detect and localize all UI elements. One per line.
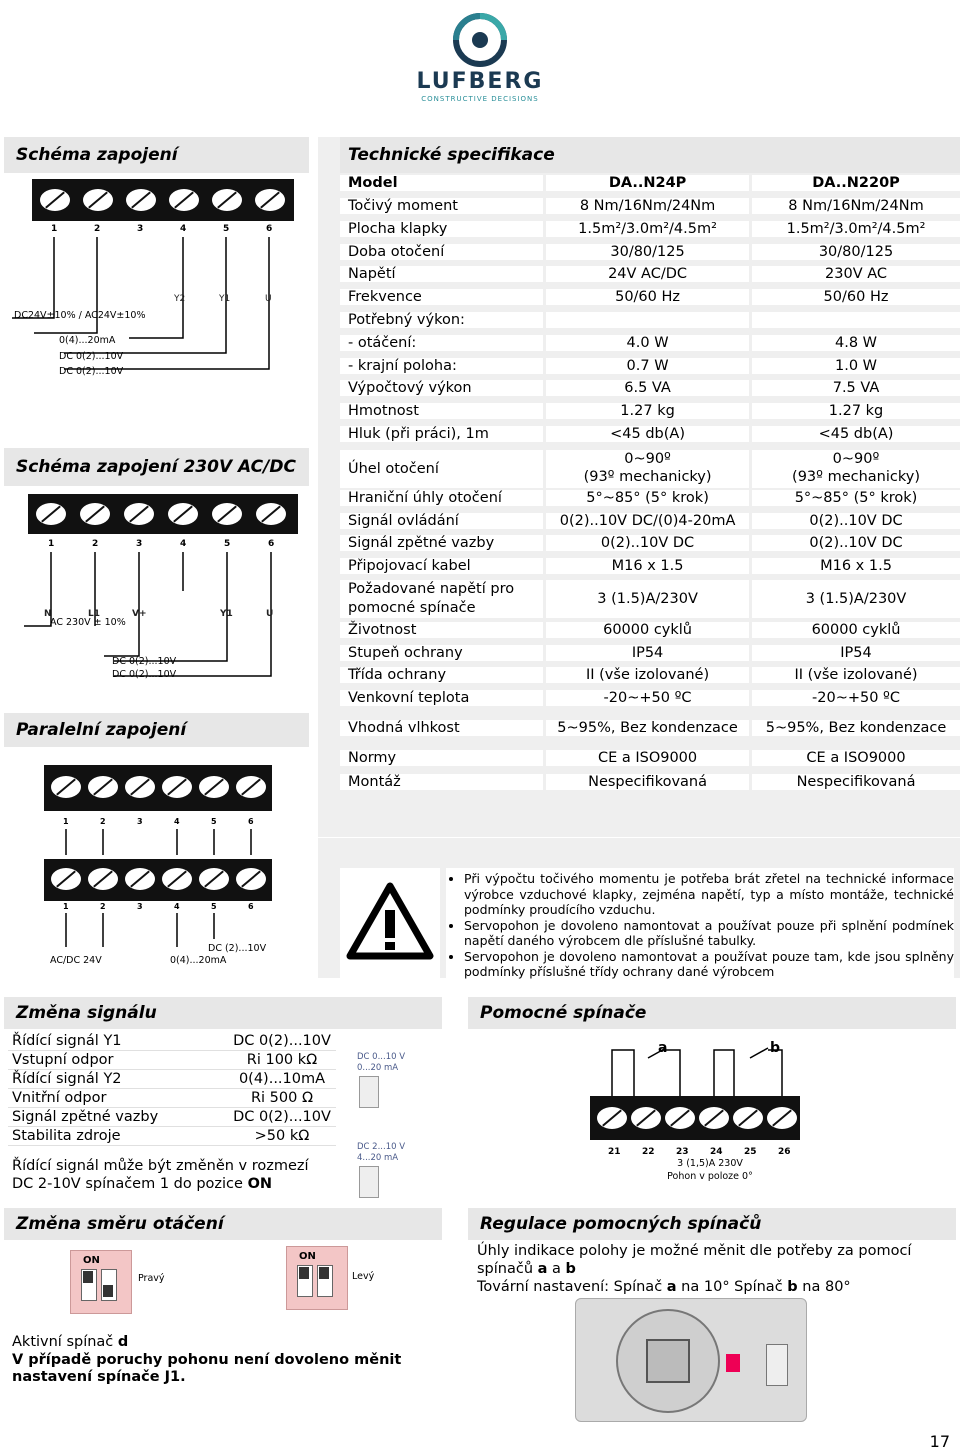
spec-row <box>340 312 960 328</box>
regulation-title: Regulace pomocných spínačů <box>468 1208 956 1240</box>
spec-cell-value <box>752 450 960 488</box>
spec-cell-value: 0(2)..10V DC <box>752 535 960 551</box>
spec-cell-value: 5~95%, Bez kondenzace <box>546 720 749 736</box>
spec-cell-value: 1.27 kg <box>752 403 960 419</box>
spec-cell-value: 0(2)..10V DC/(0)4-20mA <box>546 513 749 529</box>
svg-text:4: 4 <box>174 902 180 911</box>
spec-cell-value: 1.0 W <box>752 358 960 374</box>
spec-row <box>340 690 960 706</box>
dip-d-icon <box>726 1354 740 1372</box>
dip-on-label: ON <box>299 1251 316 1262</box>
aux-label-b: b <box>770 1040 781 1056</box>
reg-text: a <box>547 1261 566 1277</box>
spec-cell-value <box>546 450 749 488</box>
signal-label: Signál zpětné vazby <box>8 1108 228 1127</box>
svg-text:6: 6 <box>248 902 254 911</box>
spec-cell-label: Normy <box>340 750 543 766</box>
spec-row-humidity <box>340 720 960 736</box>
spec-cell-label: Točivý moment <box>340 198 543 214</box>
svg-text:2: 2 <box>92 539 99 549</box>
spec-cell-value: 8 Nm/16Nm/24Nm <box>546 198 749 214</box>
parallel-title: Paralelní zapojení <box>4 713 309 747</box>
angle-v1b: (93º mechanicky) <box>583 469 712 485</box>
regulation-text <box>477 1242 947 1296</box>
spec-cell-label: Napětí <box>340 266 543 282</box>
spec-row <box>340 667 960 683</box>
signal-note <box>12 1157 332 1193</box>
svg-text:4: 4 <box>180 224 187 234</box>
spec-cell-value: -20~+50 ºC <box>546 690 749 706</box>
spec-row-angle <box>340 450 960 488</box>
spec-row <box>340 490 960 506</box>
spec-row <box>340 403 960 419</box>
svg-text:5: 5 <box>211 902 217 911</box>
aux-label-a: a <box>658 1040 668 1056</box>
spec-header-model: Model <box>340 175 543 191</box>
rotation-note-1b: d <box>117 1334 129 1350</box>
spec-cell-value: M16 x 1.5 <box>752 558 960 574</box>
svg-text:1: 1 <box>48 539 55 549</box>
logo-text: LUFBERG <box>416 69 544 94</box>
spec-header-n24p: DA..N24P <box>546 175 749 191</box>
spec-cell-label: Vhodná vlhkost <box>340 720 543 736</box>
spec-row <box>340 513 960 529</box>
spec-cell-label: Hluk (při práci), 1m <box>340 426 543 442</box>
aux-switch-diagram <box>470 1030 956 1208</box>
angle-v2a: 0~90º <box>832 451 880 467</box>
dip-switch-icon <box>359 1166 379 1198</box>
spec-cell-label: - krajní poloha: <box>340 358 543 374</box>
spec-cell-value: 230V AC <box>752 266 960 282</box>
svg-text:1: 1 <box>63 902 69 911</box>
jumper-icon <box>766 1344 788 1386</box>
spec-cell-label: Signál zpětné vazby <box>340 535 543 551</box>
svg-text:2: 2 <box>94 224 101 234</box>
schema-title: Schéma zapojení <box>4 137 309 173</box>
spec-cell-value: IP54 <box>546 645 749 661</box>
signal-table <box>8 1032 336 1146</box>
spec-row <box>340 221 960 237</box>
spec-row <box>340 558 960 574</box>
spec-row-mount <box>340 774 960 790</box>
signal-note-on: ON <box>247 1176 273 1192</box>
warning-triangle-icon <box>340 868 440 978</box>
spec-cell-label: Připojovací kabel <box>340 558 543 574</box>
schema-230-title: Schéma zapojení 230V AC/DC <box>4 448 309 486</box>
reg-switch-b: b <box>565 1261 576 1277</box>
spec-cell-value: CE a ISO9000 <box>546 750 749 766</box>
spec-row <box>340 426 960 442</box>
svg-text:3: 3 <box>137 902 143 911</box>
svg-text:3: 3 <box>137 224 144 234</box>
signal-row <box>8 1032 336 1051</box>
reg-switch-a: a <box>666 1279 677 1295</box>
spec-header-n220p: DA..N220P <box>752 175 960 191</box>
reg-switch-a: a <box>537 1261 548 1277</box>
signal-row <box>8 1108 336 1127</box>
spec-cell-label: - otáčení: <box>340 335 543 351</box>
spec-row <box>340 535 960 551</box>
spec-cell-label: Hmotnost <box>340 403 543 419</box>
spec-row <box>340 622 960 638</box>
spec-cell-label: Potřebný výkon: <box>340 312 543 328</box>
reg-text: na 10° Spínač <box>676 1279 788 1295</box>
spec-cell-label: Životnost <box>340 622 543 638</box>
warning-item: • Servopohon je dovoleno namontovat a používat pouze tam, kde jsou splněny podmínky příslušné třídy ochrany dané výrobcem <box>464 949 954 980</box>
svg-text:1: 1 <box>63 817 69 826</box>
rotation-left-label: Levý <box>352 1271 375 1282</box>
spec-cell-value: 1.27 kg <box>546 403 749 419</box>
spec-cell-value: IP54 <box>752 645 960 661</box>
signal-label: Řídící signál Y1 <box>8 1032 228 1051</box>
reg-text: na 80° <box>797 1279 851 1295</box>
dip-label-dc210: DC 2...10 V <box>357 1142 406 1152</box>
schema-label-dc2: DC 0(2)...10V <box>59 366 124 377</box>
spec-row <box>340 380 960 396</box>
spec-cell-value: <45 db(A) <box>546 426 749 442</box>
signal-row <box>8 1070 336 1089</box>
reg-text: spínačů <box>477 1261 538 1277</box>
signal-dip-diagram <box>355 1050 435 1200</box>
spec-cell-label: Doba otočení <box>340 244 543 260</box>
reg-text: Tovární nastavení: Spínač <box>477 1279 667 1295</box>
angle-v2b: (93º mechanicky) <box>792 469 920 485</box>
signal-label: Řídící signál Y2 <box>8 1070 228 1089</box>
rotation-right-label: Pravý <box>138 1273 165 1284</box>
spec-cell-value: 5°~85° (5° krok) <box>546 490 749 506</box>
aux-term: 23 <box>676 1147 689 1157</box>
aux-term: 22 <box>642 1147 655 1157</box>
spec-cell-value: 60000 cyklů <box>752 622 960 638</box>
schema-label-ma: 0(4)...20mA <box>59 335 116 346</box>
aux-caption-2: Pohon v poloze 0° <box>667 1171 753 1182</box>
spec-cell-value: CE a ISO9000 <box>752 750 960 766</box>
svg-text:5: 5 <box>223 224 230 234</box>
term-u-label: U <box>265 294 272 304</box>
term-ub-label: U <box>266 609 274 619</box>
spec-cell-value: Nespecifikovaná <box>546 774 749 790</box>
dip-on-label: ON <box>83 1255 100 1266</box>
parallel-wiring-diagram <box>4 747 309 977</box>
svg-text:6: 6 <box>266 224 273 234</box>
svg-text:5: 5 <box>224 539 231 549</box>
dip-switch-icon <box>359 1076 379 1108</box>
schema230-label-supply: AC 230V ± 10% <box>50 617 126 628</box>
dip-label-dc010: DC 0...10 V <box>357 1052 406 1062</box>
spec-row <box>340 198 960 214</box>
logo-tagline: CONSTRUCTIVE DECISIONS <box>421 95 539 103</box>
svg-text:6: 6 <box>248 817 254 826</box>
regulation-line-1: Úhly indikace polohy je možné měnit dle potřeby za pomocí <box>477 1243 912 1259</box>
spec-cell-value: 8 Nm/16Nm/24Nm <box>752 198 960 214</box>
spec-cell-value: Nespecifikovaná <box>752 774 960 790</box>
dip-switch-right-icon <box>70 1250 132 1314</box>
svg-text:6: 6 <box>268 539 275 549</box>
spec-cell-label: Venkovní teplota <box>340 690 543 706</box>
signal-row <box>8 1051 336 1070</box>
spec-row <box>340 289 960 305</box>
aux-title: Pomocné spínače <box>468 997 956 1029</box>
svg-text:2: 2 <box>100 902 106 911</box>
signal-value: Ri 500 Ω <box>228 1089 336 1108</box>
spec-cell-value: 30/80/125 <box>752 244 960 260</box>
spec-cell-value: 0(2)..10V DC <box>546 535 749 551</box>
page-number: 17 <box>929 1432 950 1451</box>
spec-cell-value: 6.5 VA <box>546 380 749 396</box>
svg-text:3: 3 <box>137 817 143 826</box>
warning-item: • Při výpočtu točivého momentu je potřeba brát zřetel na technické informace výrobce vzduchové klapky, zejména napětí, typ a místo montáže, technické podmínky proudícího vzduchu. <box>464 871 954 918</box>
signal-label: Vnitřní odpor <box>8 1089 228 1108</box>
term-l1-label: L1 <box>88 609 100 619</box>
rotation-note-1: Aktivní spínač <box>12 1334 118 1350</box>
warning-item: • Servopohon je dovoleno namontovat a používat pouze při splnění podmínek napětí daného výrobcem dle příslušné tabulky. <box>464 918 954 949</box>
spec-row <box>340 266 960 282</box>
spec-row <box>340 335 960 351</box>
signal-value: >50 kΩ <box>228 1127 336 1146</box>
signal-row <box>8 1127 336 1146</box>
spec-cell-value: M16 x 1.5 <box>546 558 749 574</box>
spec-cell-value: 7.5 VA <box>752 380 960 396</box>
parallel-label-supply: AC/DC 24V <box>50 955 102 966</box>
warning-notes <box>446 868 954 978</box>
spec-cell-value: II (vše izolované) <box>752 667 960 683</box>
rotation-note-2: V případě poruchy pohonu není dovoleno měnit nastavení spínače J1. <box>12 1351 402 1385</box>
spec-cell-value: -20~+50 ºC <box>752 690 960 706</box>
spec-row-aux-voltage <box>340 580 960 618</box>
spec-cell-label: Stupeň ochrany <box>340 645 543 661</box>
wiring-diagram-230v <box>4 486 309 708</box>
spec-cell-label: Hraniční úhly otočení <box>340 490 543 506</box>
parallel-label-ma: 0(4)...20mA <box>170 955 227 966</box>
svg-text:4: 4 <box>174 817 180 826</box>
term-y2-label: Y2 <box>174 294 186 304</box>
spec-row <box>340 645 960 661</box>
rotation-title: Změna směru otáčení <box>4 1208 442 1240</box>
warning-icon-box <box>340 868 440 978</box>
signal-value: DC 0(2)...10V <box>228 1032 336 1051</box>
spec-cell-value: 5~95%, Bez kondenzace <box>752 720 960 736</box>
dip-label-020: 0...20 mA <box>357 1063 399 1073</box>
logo <box>400 5 560 105</box>
svg-text:4: 4 <box>180 539 187 549</box>
spec-cell-value <box>752 312 960 328</box>
spec-cell-value: 5°~85° (5° krok) <box>752 490 960 506</box>
wiring-diagram-24v <box>4 173 309 441</box>
signal-row <box>8 1089 336 1108</box>
spec-cell-label: Montáž <box>340 774 543 790</box>
dip-label-420: 4...20 mA <box>357 1153 399 1163</box>
signal-label: Vstupní odpor <box>8 1051 228 1070</box>
spec-cell-label: Třída ochrany <box>340 667 543 683</box>
spec-cell-value: 50/60 Hz <box>752 289 960 305</box>
signal-title: Změna signálu <box>4 997 442 1029</box>
spec-row <box>340 244 960 260</box>
spec-cell-label: Výpočtový výkon <box>340 380 543 396</box>
aux-term: 24 <box>710 1147 723 1157</box>
spec-cell-label: Úhel otočení <box>340 450 543 488</box>
svg-text:2: 2 <box>100 817 106 826</box>
spec-cell-value: 4.0 W <box>546 335 749 351</box>
spec-row-norms <box>340 750 960 766</box>
svg-text:1: 1 <box>51 224 58 234</box>
spec-cell-value: 60000 cyklů <box>546 622 749 638</box>
spec-title: Technické specifikace <box>340 137 960 173</box>
signal-value: 0(4)...10mA <box>228 1070 336 1089</box>
aux-term: 25 <box>744 1147 757 1157</box>
parallel-label-dc: DC (2)...10V <box>208 943 267 954</box>
term-vplus-label: V+ <box>132 609 147 619</box>
spec-cell-value: 4.8 W <box>752 335 960 351</box>
spec-cell-label: Požadované napětí pro pomocné spínače <box>340 580 543 618</box>
term-y1-label: Y1 <box>219 294 231 304</box>
signal-label: Stabilita zdroje <box>8 1127 228 1146</box>
signal-value: DC 0(2)...10V <box>228 1108 336 1127</box>
spec-cell-value: 1.5m²/3.0m²/4.5m² <box>752 221 960 237</box>
spec-cell-label: Frekvence <box>340 289 543 305</box>
spec-cell-value: 3 (1.5)A/230V <box>546 580 749 618</box>
reg-switch-b: b <box>787 1279 798 1295</box>
term-y1b-label: Y1 <box>220 609 233 619</box>
spec-cell-value: 30/80/125 <box>546 244 749 260</box>
rotation-note <box>12 1334 412 1387</box>
schema230-label-dc1: DC 0(2)...10V <box>112 656 177 667</box>
schema-label-supply: DC24V±10% / AC24V±10% <box>14 310 146 321</box>
spec-cell-label: Plocha klapky <box>340 221 543 237</box>
term-n-label: N <box>44 609 52 619</box>
spec-cell-value: II (vše izolované) <box>546 667 749 683</box>
actuator-illustration <box>575 1298 807 1422</box>
spec-cell-label: Signál ovládání <box>340 513 543 529</box>
schema-label-dc1: DC 0(2)...10V <box>59 351 124 362</box>
spec-cell-value: 3 (1.5)A/230V <box>752 580 960 618</box>
spec-row <box>340 358 960 374</box>
spec-cell-value: 24V AC/DC <box>546 266 749 282</box>
signal-note-text: Řídící signál může být změněn v rozmezí DC 2-10V spínačem 1 do pozice <box>12 1158 309 1192</box>
svg-text:3: 3 <box>136 539 143 549</box>
spec-cell-value: 0(2)..10V DC <box>752 513 960 529</box>
svg-text:5: 5 <box>211 817 217 826</box>
dip-switch-left-icon <box>286 1246 348 1310</box>
aux-caption-1: 3 (1,5)A 230V <box>677 1158 743 1169</box>
schema230-label-dc2: DC 0(2)...10V <box>112 669 177 680</box>
signal-value: Ri 100 kΩ <box>228 1051 336 1070</box>
spec-cell-value: <45 db(A) <box>752 426 960 442</box>
aux-term: 21 <box>608 1147 621 1157</box>
spec-cell-value: 1.5m²/3.0m²/4.5m² <box>546 221 749 237</box>
spec-cell-value: 0.7 W <box>546 358 749 374</box>
spec-cell-value: 50/60 Hz <box>546 289 749 305</box>
spec-cell-value <box>546 312 749 328</box>
aux-term: 26 <box>778 1147 791 1157</box>
spec-header-row <box>340 175 960 191</box>
angle-v1a: 0~90º <box>624 451 671 467</box>
